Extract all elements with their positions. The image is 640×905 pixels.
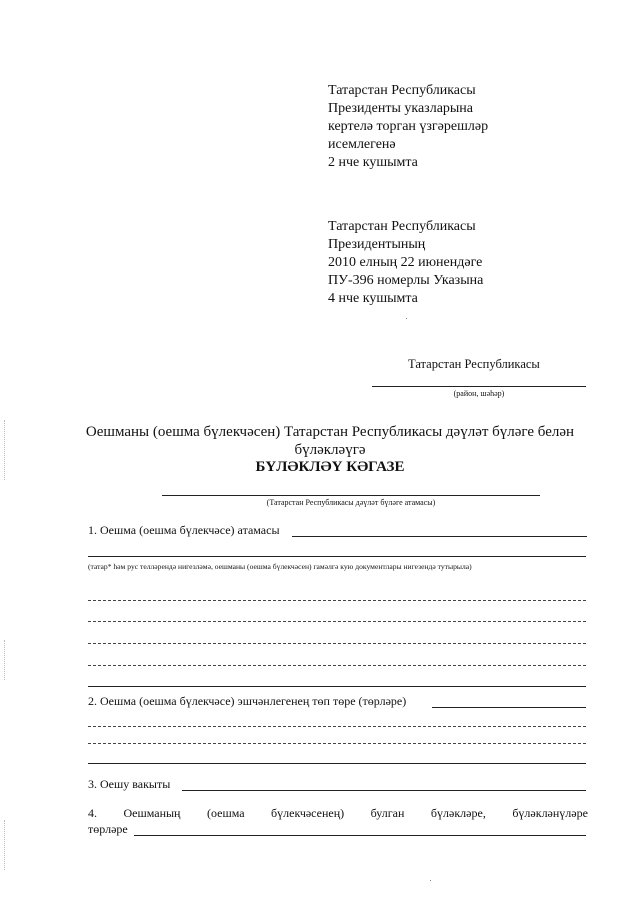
field-1-label: 1. Оешма (оешма бүлекчәсе) атамасы <box>88 523 280 537</box>
attachment-2-line: 4 нче кушымта <box>328 291 418 306</box>
scan-margin-mark <box>4 420 6 480</box>
field-1-fill-line[interactable] <box>292 536 587 537</box>
scan-speck <box>406 318 407 319</box>
attachment-1-line: 2 нче кушымта <box>328 155 418 170</box>
field-2-fill-line[interactable] <box>88 763 586 764</box>
field-2-fill-line[interactable] <box>88 743 586 744</box>
scan-margin-mark <box>4 820 6 870</box>
award-name-caption: (Татарстан Республикасы дәүләт бүләге атамасы) <box>266 498 436 507</box>
scan-speck <box>430 880 431 881</box>
award-name-fill-line[interactable] <box>162 495 540 496</box>
region-label: Татарстан Республикасы <box>408 357 540 371</box>
attachment-2-line: 2010 елның 22 июнендәге <box>328 255 483 270</box>
field-3-fill-line[interactable] <box>182 790 586 791</box>
field-1-fill-line[interactable] <box>88 600 586 601</box>
field-4-label-row <box>88 806 588 820</box>
field-1-fill-line[interactable] <box>88 621 586 622</box>
field-2-fill-line[interactable] <box>432 707 586 708</box>
page-title: БҮЛӘКЛӘҮ КӘГАЗЕ <box>255 459 405 475</box>
region-caption: (район, шәһәр) <box>453 389 505 398</box>
field-4-word: бүләкләнүләре <box>512 806 588 820</box>
field-1-note: (татар* һәм рус телләрендә нигезләмә, оешманы (оешма бүлекчәсен) гамәлгә кую документлары нигезендә тутырыла) <box>88 562 472 571</box>
attachment-1-line: Президенты указларына <box>328 101 474 116</box>
field-4-word: булган <box>370 806 405 820</box>
field-4-word: бүләкләре, <box>430 806 486 820</box>
region-fill-line[interactable] <box>372 386 586 387</box>
field-3-label: 3. Оешу вакыты <box>88 777 171 791</box>
field-1-fill-line[interactable] <box>88 665 586 666</box>
attachment-1-line: исемлегенә <box>328 137 396 152</box>
field-1-fill-line[interactable] <box>88 643 586 644</box>
attachment-2-line: ПУ-396 номерлы Указына <box>328 273 484 288</box>
field-4-word: бүлекчәсенең) <box>271 806 345 820</box>
attachment-block-1 <box>328 82 488 172</box>
attachment-block-2 <box>328 218 483 308</box>
attachment-2-line: Президентының <box>328 237 426 252</box>
field-2-fill-line[interactable] <box>88 726 586 727</box>
attachment-1-line: Татарстан Республикасы <box>328 83 476 98</box>
field-4-label-line-2: төрләре <box>88 822 128 836</box>
field-4-word: Оешманың <box>123 806 181 820</box>
field-1-fill-line[interactable] <box>88 556 586 557</box>
field-2-label: 2. Оешма (оешма бүлекчәсе) эшчәнлегенең төп төре (төрләре) <box>88 694 407 708</box>
heading-line-1: Оешманы (оешма бүлекчәсен) Татарстан Республикасы дәүләт бүләге белән <box>85 424 575 440</box>
field-4-number: 4. <box>88 806 97 820</box>
attachment-1-line: кертелә торган үзгәрешләр <box>328 119 489 134</box>
field-4-fill-line[interactable] <box>134 835 586 836</box>
field-4-word: (оешма <box>206 806 245 820</box>
attachment-2-line: Татарстан Республикасы <box>328 219 476 234</box>
field-1-fill-line[interactable] <box>88 686 586 687</box>
scan-margin-mark <box>4 640 6 680</box>
heading-line-2: бүләкләүгә <box>294 442 366 458</box>
